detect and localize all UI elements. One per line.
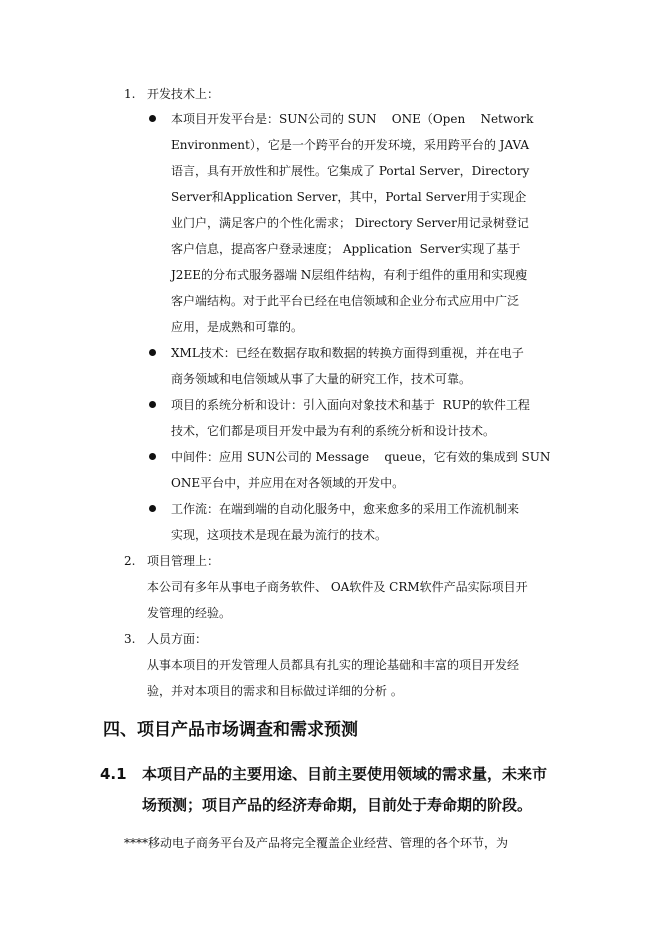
section-heading: 四、项目产品市场调查和需求预测 xyxy=(103,720,358,740)
bullet-text-line: 客户端结构。对于此平台已经在电信领域和企业分布式应用中广泛 xyxy=(171,294,520,308)
bullet-text-line: 客户信息，提高客户登录速度； Application Server实现了基于 xyxy=(171,242,521,256)
bullet-text-line: 语言，具有开放性和扩展性。它集成了 Portal Server，Directory xyxy=(171,164,530,178)
bullet-text-line: 业门户，满足客户的个性化需求； Directory Server用记录树登记 xyxy=(171,216,529,230)
bullet-text-line: 应用，是成熟和可靠的。 xyxy=(171,320,304,334)
bullet-text-line: 项目的系统分析和设计：引入面向对象技术和基于 RUP的软件工程 xyxy=(171,398,530,412)
bullet-text-line: ONE平台中，并应用在对各领域的开发中。 xyxy=(171,476,405,490)
bullet-text-line: 中间件：应用 SUN公司的 Message queue，它有效的集成到 SUN xyxy=(171,450,551,464)
list-number: 1. xyxy=(124,87,136,101)
paragraph-line: 从事本项目的开发管理人员都具有扎实的理论基础和丰富的项目开发经 xyxy=(147,658,520,672)
bullet-text-line: Environment），它是一个跨平台的开发环境，采用跨平台的 JAVA xyxy=(171,138,530,152)
list-item-title: 开发技术上： xyxy=(147,87,220,101)
list-item-title: 人员方面： xyxy=(147,632,208,646)
bullet-icon xyxy=(149,115,156,122)
bullet-text-line: 工作流：在端到端的自动化服务中，愈来愈多的采用工作流机制来 xyxy=(171,502,520,516)
bullet-text-line: 技术，它们都是项目开发中最为有利的系统分析和设计技术。 xyxy=(171,424,496,438)
bullet-icon xyxy=(149,505,156,512)
bullet-text-line: 实现，这项技术是现在最为流行的技术。 xyxy=(171,528,388,542)
bullet-text-line: Server和Application Server，其中，Portal Server用于实现企 xyxy=(171,190,527,204)
bullet-icon xyxy=(149,453,156,460)
subsection-number: 4.1 xyxy=(100,765,127,783)
list-item-title: 项目管理上： xyxy=(147,554,220,568)
subsection-heading-line: 本项目产品的主要用途、目前主要使用领域的需求量，未来市 xyxy=(142,765,548,783)
bullet-icon xyxy=(149,401,156,408)
bullet-text-line: XML技术：已经在数据存取和数据的转换方面得到重视，并在电子 xyxy=(171,346,524,360)
paragraph-line: 发管理的经验。 xyxy=(147,606,232,620)
bullet-icon xyxy=(149,349,156,356)
paragraph-line: 验，并对本项目的需求和目标做过详细的分析 。 xyxy=(147,684,403,698)
list-number: 2. xyxy=(124,554,136,568)
list-number: 3. xyxy=(124,632,136,646)
paragraph-line: 本公司有多年从事电子商务软件、 OA软件及 CRM软件产品实际项目开 xyxy=(147,580,528,594)
bullet-text-line: 本项目开发平台是：SUN公司的 SUN ONE（Open Network xyxy=(171,112,534,126)
subsection-heading-line: 场预测；项目产品的经济寿命期，目前处于寿命期的阶段。 xyxy=(142,796,533,814)
bullet-text-line: J2EE的分布式服务器端 N层组件结构，有利于组件的重用和实现瘦 xyxy=(171,268,528,282)
body-text-line: ****移动电子商务平台及产品将完全覆盖企业经营、管理的各个环节，为 xyxy=(124,836,509,850)
bullet-text-line: 商务领域和电信领域从事了大量的研究工作，技术可靠。 xyxy=(171,372,472,386)
